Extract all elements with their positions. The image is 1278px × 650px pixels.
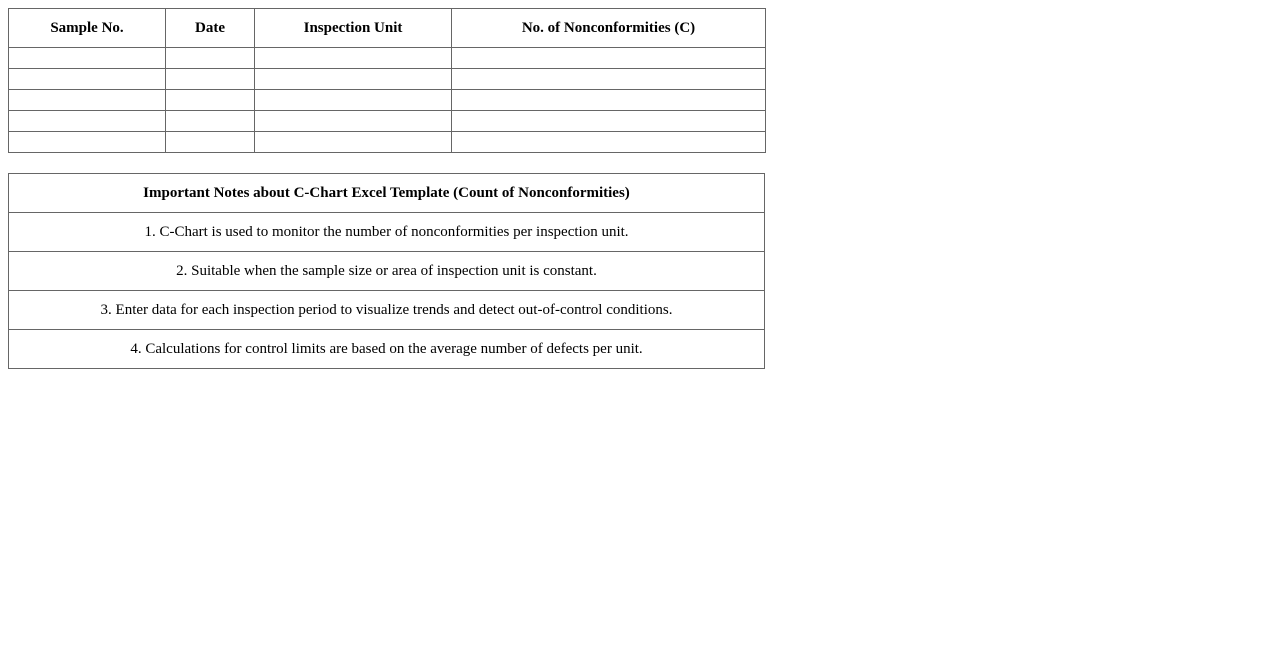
header-row <box>9 9 766 48</box>
cell-nonconformities[interactable] <box>452 111 766 132</box>
notes-table <box>8 173 765 369</box>
notes-title: Important Notes about C-Chart Excel Template (Count of Nonconformities) <box>9 174 765 213</box>
note-item: 1. C-Chart is used to monitor the number of nonconformities per inspection unit. <box>9 213 765 252</box>
note-item: 4. Calculations for control limits are based on the average number of defects per unit. <box>9 330 765 369</box>
cell-nonconformities[interactable] <box>452 90 766 111</box>
c-chart-data-table <box>8 8 766 153</box>
table-row <box>9 48 766 69</box>
note-item: 2. Suitable when the sample size or area of inspection unit is constant. <box>9 252 765 291</box>
note-row <box>9 252 765 291</box>
note-row <box>9 213 765 252</box>
cell-inspection-unit[interactable] <box>255 132 452 153</box>
note-row <box>9 330 765 369</box>
notes-title-row <box>9 174 765 213</box>
header-sample-no: Sample No. <box>9 9 166 48</box>
cell-inspection-unit[interactable] <box>255 69 452 90</box>
cell-sample-no[interactable] <box>9 132 166 153</box>
cell-date[interactable] <box>166 69 255 90</box>
cell-date[interactable] <box>166 111 255 132</box>
cell-inspection-unit[interactable] <box>255 90 452 111</box>
header-inspection-unit: Inspection Unit <box>255 9 452 48</box>
table-row <box>9 111 766 132</box>
header-nonconformities: No. of Nonconformities (C) <box>452 9 766 48</box>
cell-inspection-unit[interactable] <box>255 111 452 132</box>
cell-sample-no[interactable] <box>9 69 166 90</box>
table-row <box>9 132 766 153</box>
cell-sample-no[interactable] <box>9 48 166 69</box>
cell-date[interactable] <box>166 132 255 153</box>
cell-inspection-unit[interactable] <box>255 48 452 69</box>
table-row <box>9 90 766 111</box>
table-row <box>9 69 766 90</box>
cell-sample-no[interactable] <box>9 111 166 132</box>
cell-nonconformities[interactable] <box>452 69 766 90</box>
cell-nonconformities[interactable] <box>452 48 766 69</box>
cell-date[interactable] <box>166 90 255 111</box>
cell-sample-no[interactable] <box>9 90 166 111</box>
cell-date[interactable] <box>166 48 255 69</box>
header-date: Date <box>166 9 255 48</box>
cell-nonconformities[interactable] <box>452 132 766 153</box>
note-item: 3. Enter data for each inspection period to visualize trends and detect out-of-control conditions. <box>9 291 765 330</box>
note-row <box>9 291 765 330</box>
